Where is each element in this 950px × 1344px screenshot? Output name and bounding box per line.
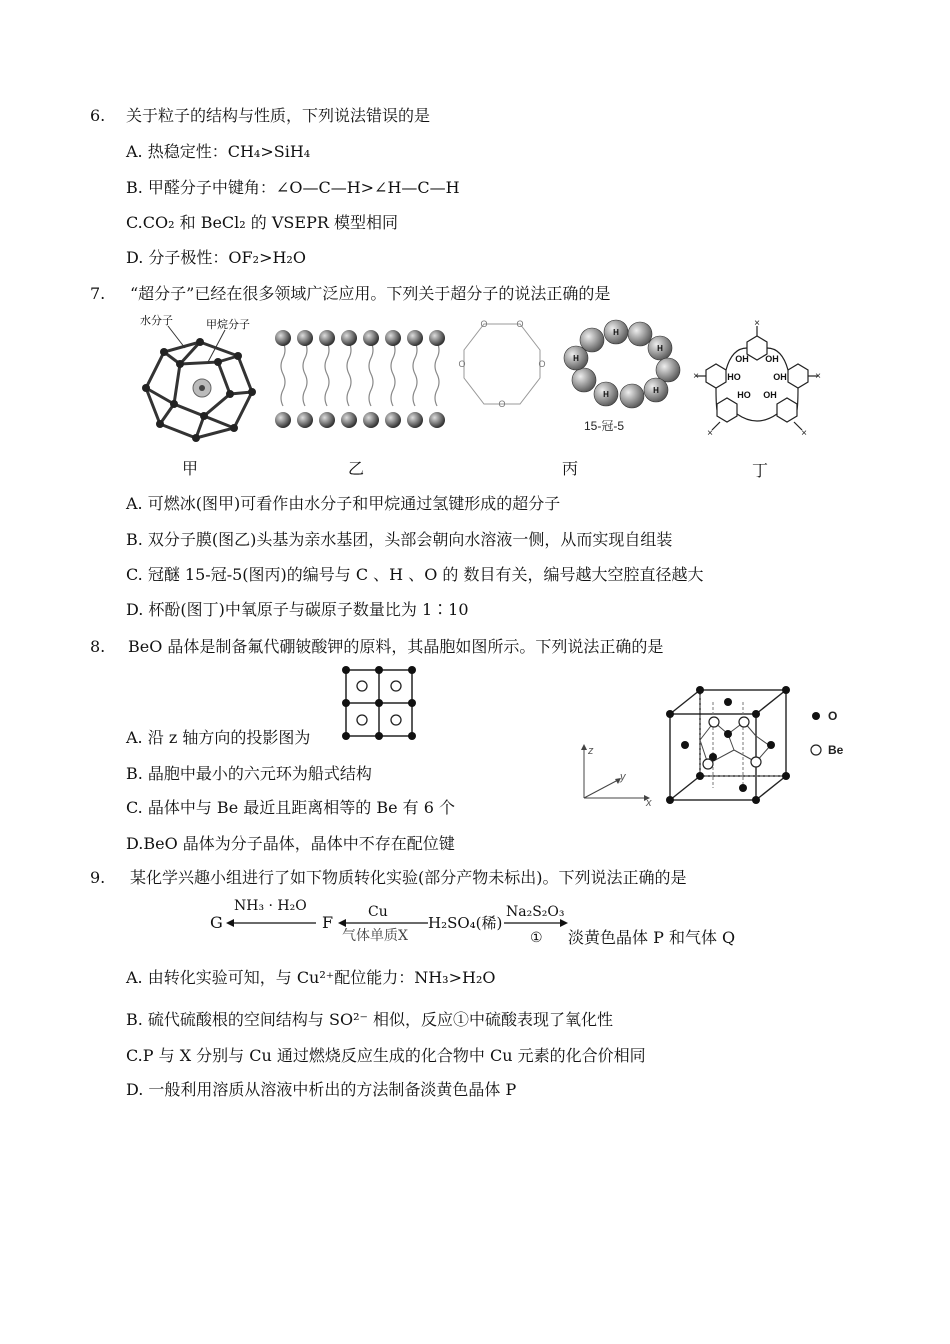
arrow-f-to-g	[226, 918, 318, 928]
question-6-stem: 关于粒子的结构与性质，下列说法错误的是	[126, 106, 431, 125]
svg-text:O: O	[498, 399, 506, 409]
svg-text:OH: OH	[735, 354, 749, 364]
reaction-scheme	[210, 896, 770, 952]
question-8-stem: BeO 晶体是制备氟代硼铍酸钾的原料，其晶胞如图所示。下列说法正确的是	[128, 637, 664, 656]
svg-text:O: O	[538, 359, 546, 369]
scheme-reaction-number: ①	[530, 930, 543, 946]
figure-jia-clathrate	[130, 312, 270, 446]
question-8-option-b: B. 晶胞中最小的六元环为船式结构	[126, 764, 372, 783]
scheme-g: G	[210, 913, 223, 932]
svg-text:×: ×	[754, 318, 760, 329]
scheme-f: F	[322, 913, 334, 932]
question-8-option-a: A. 沿 z 轴方向的投影图为	[126, 728, 311, 747]
question-9-stem: 某化学兴趣小组进行了如下物质转化实验(部分产物未标出)。下列说法正确的是	[130, 868, 687, 887]
svg-text:H: H	[573, 354, 579, 363]
svg-text:HO: HO	[737, 390, 751, 400]
caption-jia: 甲	[182, 459, 199, 478]
question-6-option-b: B. 甲醛分子中键角：∠O—C—H>∠H—C—H	[126, 178, 460, 197]
question-7-option-d: D. 杯酚(图丁)中氧原子与碳原子数量比为 1∶10	[126, 600, 469, 619]
question-6-option-d: D. 分子极性：OF₂>H₂O	[126, 248, 306, 267]
legend-be-label: Be	[828, 743, 844, 757]
scheme-gas-x: 气体单质X	[342, 928, 408, 944]
axis-y-label: y	[620, 771, 626, 783]
figure-legend	[808, 706, 868, 758]
question-6-option-a: A. 热稳定性：CH₄>SiH₄	[126, 142, 311, 161]
svg-text:×: ×	[693, 371, 699, 382]
figure-bing-space-filling	[560, 318, 688, 438]
scheme-nh3-reagent: NH₃ · H₂O	[234, 898, 307, 914]
svg-text:OH: OH	[765, 354, 779, 364]
svg-text:OH: OH	[763, 390, 777, 400]
beryllium-legend-dot	[811, 745, 821, 755]
scheme-product: 淡黄色晶体 P 和气体 Q	[568, 928, 736, 947]
question-9-option-a: A. 由转化实验可知，与 Cu²⁺配位能力：NH₃>H₂O	[126, 968, 496, 987]
question-9-number: 9.	[90, 868, 106, 887]
water-molecule-label: 水分子	[140, 315, 173, 327]
question-8-option-c: C. 晶体中与 Be 最近且距离相等的 Be 有 6 个	[126, 798, 455, 817]
svg-text:H: H	[613, 328, 619, 337]
question-6-option-c: C.CO₂ 和 BeCl₂ 的 VSEPR 模型相同	[126, 213, 398, 232]
figure-beo-unit-cell	[664, 684, 804, 806]
scheme-h2so4: H₂SO₄(稀)	[428, 914, 503, 932]
svg-text:H: H	[657, 344, 663, 353]
figure-z-projection	[340, 666, 420, 744]
figure-axes	[574, 740, 658, 810]
figure-yi-bilayer	[274, 326, 446, 432]
svg-text:O: O	[480, 319, 488, 329]
caption-yi: 乙	[348, 459, 365, 478]
svg-text:×: ×	[801, 428, 807, 438]
svg-text:O: O	[458, 359, 466, 369]
legend-o-label: O	[828, 709, 838, 723]
figure-bing-crown-ether	[454, 316, 550, 412]
question-7-option-a: A. 可燃冰(图甲)可看作由水分子和甲烷通过氢键形成的超分子	[126, 494, 561, 513]
caption-ding: 丁	[752, 461, 769, 480]
caption-bing: 丙	[562, 459, 579, 478]
methane-molecule-label: 甲烷分子	[206, 319, 250, 331]
axis-z-label: z	[588, 745, 594, 757]
svg-text:H: H	[653, 386, 659, 395]
question-6-number: 6.	[90, 106, 106, 125]
svg-text:OH: OH	[773, 372, 787, 382]
crown-ether-caption: 15-冠-5	[584, 419, 625, 433]
svg-text:×: ×	[815, 371, 821, 382]
svg-text:HO: HO	[727, 372, 741, 382]
question-9-option-b: B. 硫代硫酸根的空间结构与 SO²⁻ 相似，反应①中硫酸表现了氧化性	[126, 1010, 614, 1029]
svg-text:×: ×	[707, 428, 713, 438]
question-7-option-c: C. 冠醚 15-冠-5(图丙)的编号与 C 、H 、O 的 数目有关，编号越大空腔直径越大	[126, 565, 704, 584]
question-7-stem: “超分子”已经在很多领域广泛应用。下列关于超分子的说法正确的是	[130, 284, 611, 303]
figure-ding-calixarene	[692, 318, 822, 438]
scheme-cu-reagent: Cu	[368, 904, 388, 920]
question-8-number: 8.	[90, 637, 106, 656]
axis-x-label: x	[646, 797, 652, 809]
oxygen-legend-dot	[812, 712, 820, 720]
question-8-option-d: D.BeO 晶体为分子晶体，晶体中不存在配位键	[126, 834, 455, 853]
svg-text:H: H	[603, 390, 609, 399]
question-9-option-c: C.P 与 X 分别与 Cu 通过燃烧反应生成的化合物中 Cu 元素的化合价相同	[126, 1046, 646, 1065]
question-7-number: 7.	[90, 284, 106, 303]
scheme-na2s2o3-reagent: Na₂S₂O₃	[506, 904, 565, 920]
svg-text:O: O	[516, 319, 524, 329]
question-7-option-b: B. 双分子膜(图乙)头基为亲水基团，头部会朝向水溶液一侧，从而实现自组装	[126, 530, 673, 549]
question-9-option-d: D. 一般利用溶质从溶液中析出的方法制备淡黄色晶体 P	[126, 1080, 517, 1099]
arrow-acid-to-product	[504, 918, 568, 928]
